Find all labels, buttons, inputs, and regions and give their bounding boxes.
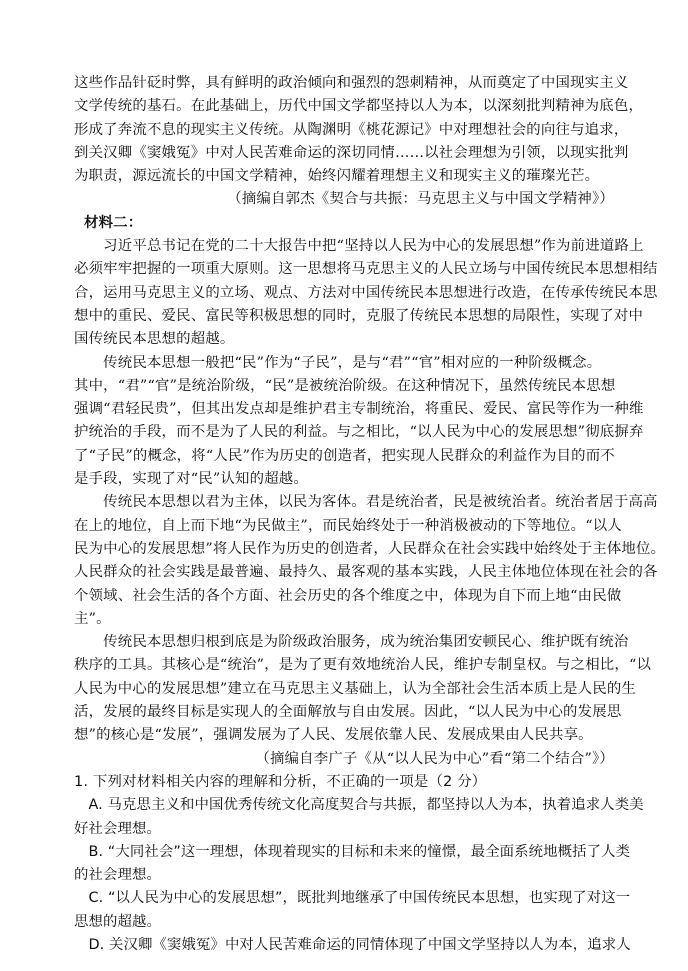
question-title: 1. 下列对材料相关内容的理解和分析，不正确的一项是（2 分）: [74, 773, 487, 790]
text-line: 合，运用马克思主义的立场、观点、方法对中国传统民本思想进行改造，在传承传统民本思: [74, 284, 658, 301]
text-line: 传统民本思想以君为主体，以民为客体。君是统治者，民是被统治者。统治者居于高高: [74, 494, 658, 511]
question-option-line: A. 马克思主义和中国优秀传统文化高度契合与共振，都坚持以人为本，执着追求人类美: [74, 797, 644, 814]
text-line: 文学传统的基石。在此基础上，历代中国文学都坚持以人为本，以深刻批判精神为底色，: [74, 98, 644, 115]
text-line: 强调“君轻民贵”，但其出发点却是维护君主专制统治，将重民、爱民、富民等作为一种维: [74, 401, 644, 418]
section-title: 材料二：: [84, 214, 143, 231]
citation-line: （摘编自李广子《从“以人民为中心”看“第二个结合”》）: [255, 750, 614, 767]
text-line: 想中的重民、爱民、富民等积极思想的同时，克服了传统民本思想的局限性，实现了对中: [74, 307, 644, 324]
text-line: 人民群众的社会实践是最普遍、最持久、最客观的基本实践，人民主体地位体现在社会的各: [74, 564, 658, 581]
text-line: 个领域、社会生活的各个方面、社会历史的各个维度之中，体现为自下而上地“由民做: [74, 587, 622, 604]
text-line: 人民为中心的发展思想”建立在马克思主义基础上，认为全部社会生活本质上是人民的生: [74, 680, 637, 697]
question-option-line: D. 关汉卿《窦娥冤》中对人民苦难命运的同情体现了中国文学坚持以人为本，追求人: [74, 936, 631, 953]
document-body: [74, 72, 666, 957]
text-line: 主”。: [74, 610, 111, 627]
text-line: 这些作品针砭时弊，具有鲜明的政治倾向和强烈的怨刺精神，从而奠定了中国现实主义: [74, 75, 629, 91]
text-line: 习近平总书记在党的二十大报告中把“坚持以人民为中心的发展思想”作为前进道路上: [74, 238, 644, 255]
text-line: 形成了奔流不息的现实主义传统。从陶渊明《桃花源记》中对理想社会的向往与追求，: [74, 121, 629, 138]
text-line: 活，发展的最终目标是实现人的全面解放与自由发展。因此，“以人民为中心的发展思: [74, 704, 622, 721]
text-line: 传统民本思想归根到底是为阶级政治服务，成为统治集团安顿民心、维护既有统治: [74, 634, 629, 651]
text-line: 护统治的手段，而不是为了人民的利益。与之相比，“以人民为中心的发展思想”彻底摒弃: [74, 424, 644, 441]
text-line: 到关汉卿《窦娥冤》中对人民苦难命运的深切同情……以社会理想为引领，以现实批判: [74, 144, 629, 161]
text-line: 在上的地位，自上而下地“为民做主”，而民始终处于一种消极被动的下等地位。“以人: [74, 517, 622, 534]
text-line: 民为中心的发展思想”将人民作为历史的创造者，人民群众在社会实践中始终处于主体地位。: [74, 540, 666, 557]
question-option-line: 思想的超越。: [74, 913, 161, 930]
question-option-line: C. “以人民为中心的发展思想”，既批判地继承了中国传统民本思想，也实现了对这一: [74, 890, 631, 907]
text-line: 为职责，源远流长的中国文学精神，始终闪耀着理想主义和现实主义的璀璨光芒。: [74, 168, 600, 185]
text-line: 是手段，实现了对“民”认知的超越。: [74, 471, 308, 488]
question-option-line: B. “大同社会”这一理想，体现着现实的目标和未来的憧憬，最全面系统地概括了人类: [74, 843, 631, 860]
text-line: 传统民本思想一般把“民”作为“子民”，是与“君”“官”相对应的一种阶级概念。: [74, 354, 602, 371]
text-line: 了“子民”的概念，将“人民”作为历史的创造者，把实现人民群众的利益作为目的而不: [74, 447, 615, 464]
text-line: 想”的核心是“发展”，强调发展为了人民、发展依靠人民、发展成果由人民共享。: [74, 727, 593, 744]
question-option-line: 好社会理想。: [74, 820, 161, 837]
text-line: 秩序的工具。其核心是“统治”，是为了更有效地统治人民，维护专制皇权。与之相比，“以: [74, 657, 652, 674]
text-line: 国传统民本思想的超越。: [74, 331, 235, 348]
question-option-line: 的社会理想。: [74, 867, 161, 884]
text-line: 必须牢牢把握的一项重大原则。这一思想将马克思主义的人民立场与中国传统民本思想相结: [74, 261, 658, 278]
text-line: 其中，“君”“官”是统治阶级，“民”是被统治阶级。在这种情况下，虽然传统民本思想: [74, 377, 616, 394]
citation-line: （摘编自郭杰《契合与共振：马克思主义与中国文学精神》）: [227, 191, 614, 208]
